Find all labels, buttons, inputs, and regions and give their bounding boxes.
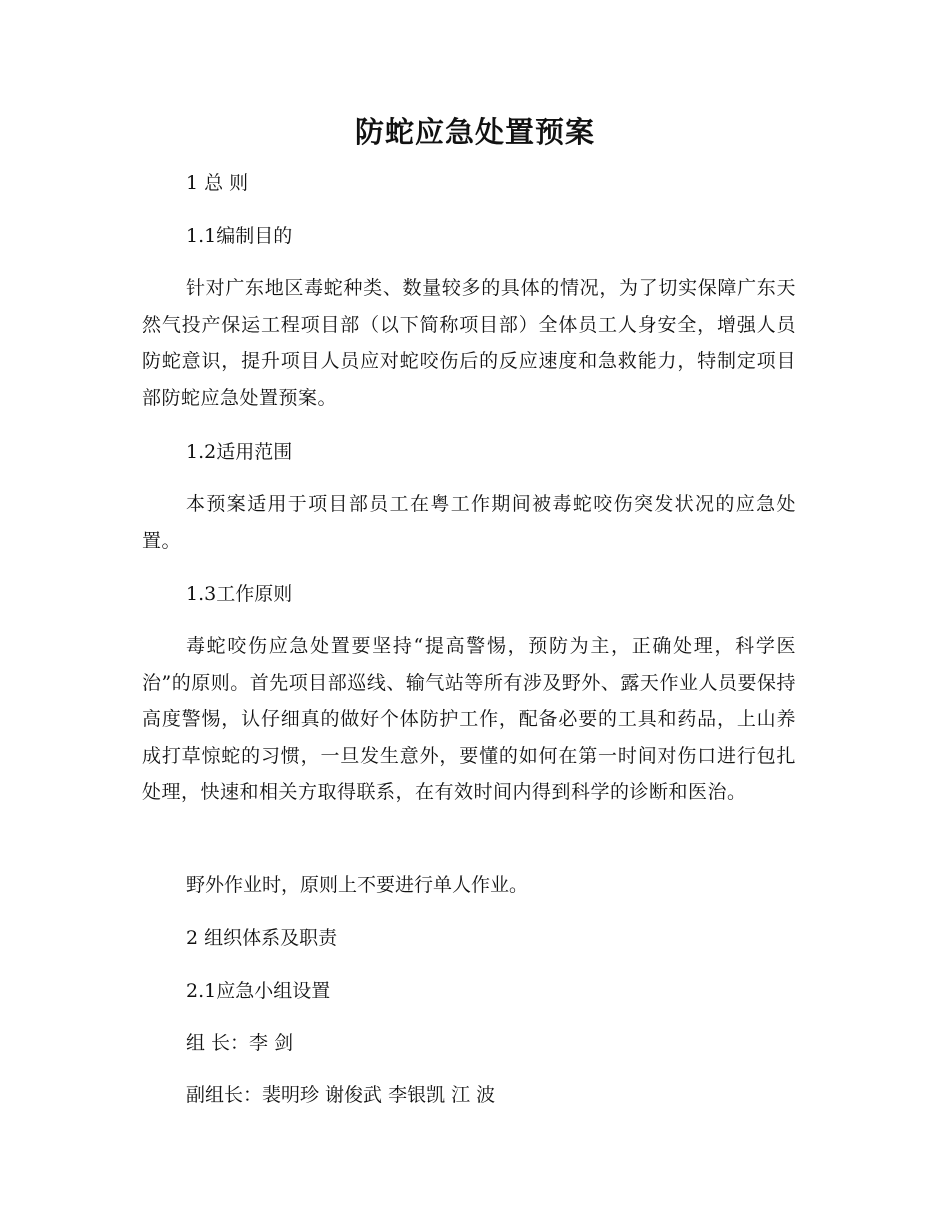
deputy-leader-line: 副组长：裴明珍 谢俊武 李银凯 江 波 (186, 1084, 496, 1106)
section-heading-purpose: 1.1编制目的 (186, 225, 293, 247)
paragraph-purpose: 针对广东地区毒蛇种类、数量较多的具体的情况，为了切实保障广东天然气投产保运工程项目部（以下简称项目部）全体员工人身安全，增强人员防蛇意识，提升项目人员应对蛇咬伤后的反应速度和急救能力，特制定项目部防蛇应急处置预案。 (142, 277, 796, 409)
paragraph-no-solo-work: 野外作业时，原则上不要进行单人作业。 (186, 874, 529, 896)
paragraph-scope: 本预案适用于项目部员工在粤工作期间被毒蛇咬伤突发状况的应急处置。 (142, 493, 796, 552)
section-heading-general: 1 总 则 (186, 172, 249, 194)
section-heading-organization: 2 组织体系及职责 (186, 927, 338, 949)
section-heading-principles: 1.3工作原则 (186, 583, 293, 605)
section-heading-team-setup: 2.1应急小组设置 (186, 980, 331, 1002)
document-title: 防蛇应急处置预案 (354, 115, 595, 149)
team-leader-line: 组 长：李 剑 (186, 1032, 294, 1054)
section-heading-scope: 1.2适用范围 (186, 441, 293, 463)
paragraph-principles: 毒蛇咬伤应急处置要坚持“提高警惕，预防为主，正确处理，科学医治”的原则。首先项目部巡线、输气站等所有涉及野外、露天作业人员要保持高度警惕，认仔细真的做好个体防护工作，配备必要的工具和药品，上山养成打草惊蛇的习惯，一旦发生意外，要懂的如何在第一时间对伤口进行包扎处理，快速和相关方取得联系，在有效时间内得到科学的诊断和医治。 (142, 635, 796, 803)
